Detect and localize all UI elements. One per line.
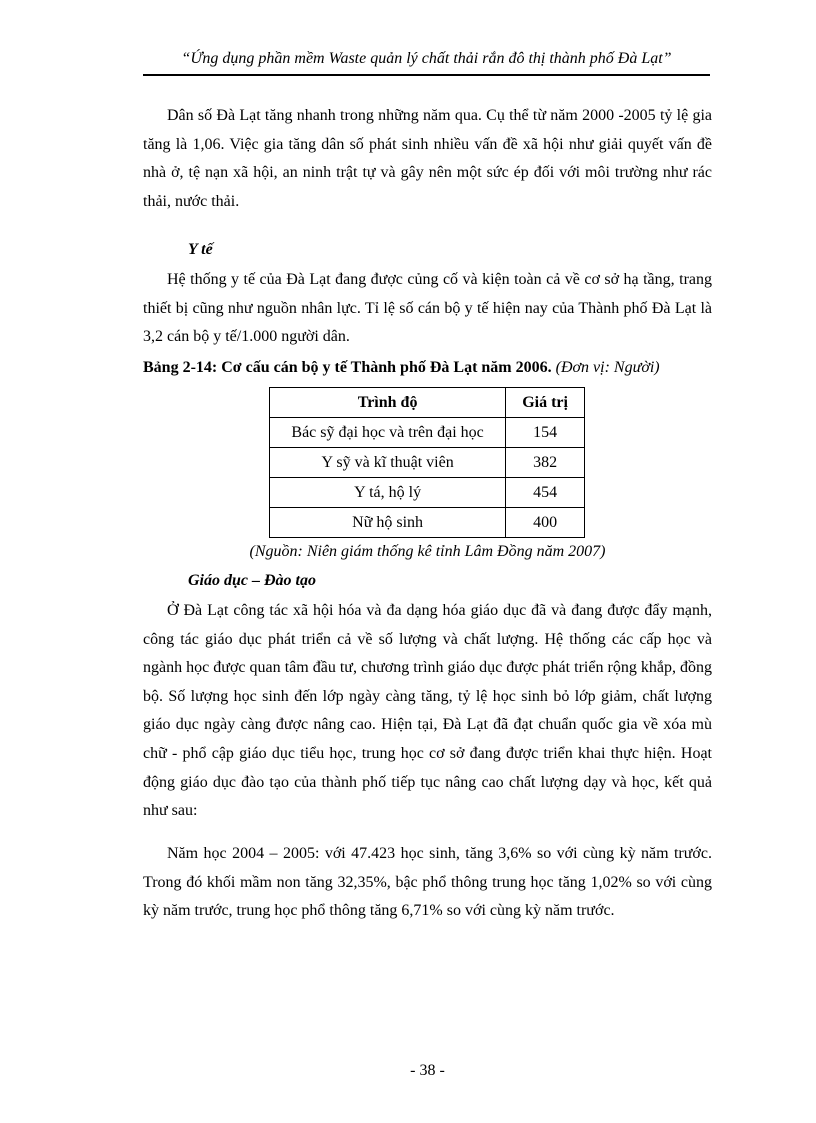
table-cell-level: Y tá, hộ lý xyxy=(270,478,506,508)
table-source: (Nguồn: Niên giám thống kê tỉnh Lâm Đồng năm 2007) xyxy=(249,543,606,560)
table-cell-value: 454 xyxy=(506,478,585,508)
table-cell-level: Nữ hộ sinh xyxy=(270,508,506,538)
column-header-value: Giá trị xyxy=(506,388,585,418)
health-staff-table xyxy=(269,387,585,538)
paragraph-population: Dân số Đà Lạt tăng nhanh trong những năm qua. Cụ thể từ năm 2000 -2005 tỷ lệ gia tăng là 1,06. Việc gia tăng dân số phát sinh nhiều vấn đề xã hội như giải quyết vấn đề nhà ở, tệ nạn xã hội, an ninh trật tự và gây nên một sức ép đối với môi trường như rác thải, nước thải. xyxy=(143,107,712,210)
heading-health: Y tế xyxy=(188,241,213,258)
running-header: “Ứng dụng phần mềm Waste quản lý chất thải rắn đô thị thành phố Đà Lạt” xyxy=(181,50,672,67)
table-header-row xyxy=(270,388,585,418)
page-number: - 38 - xyxy=(410,1062,445,1079)
table-cell-value: 154 xyxy=(506,418,585,448)
table-row xyxy=(270,448,585,478)
table-caption-unit: (Đơn vị: Người) xyxy=(555,359,660,376)
column-header-level: Trình độ xyxy=(270,388,506,418)
table-cell-level: Y sỹ và kĩ thuật viên xyxy=(270,448,506,478)
table-cell-value: 400 xyxy=(506,508,585,538)
header-rule xyxy=(143,74,710,76)
table-row xyxy=(270,478,585,508)
table-row xyxy=(270,508,585,538)
paragraph-education: Ở Đà Lạt công tác xã hội hóa và đa dạng hóa giáo dục đã và đang được đẩy mạnh, công tác giáo dục phát triển cả về số lượng và chất lượng. Hệ thống các cấp học và ngành học được quan tâm đầu tư, chương trình giáo dục được phát triển rộng khắp, đồng bộ. Số lượng học sinh đến lớp ngày càng tăng, tỷ lệ học sinh bỏ lớp giảm, chất lượng giáo dục ngày càng được nâng cao. Hiện tại, Đà Lạt đã đạt chuẩn quốc gia về xóa mù chữ - phổ cập giáo dục tiểu học, trung học cơ sở đang được triển khai thực hiện. Hoạt động giáo dục đào tạo của thành phố tiếp tục nâng cao chất lượng dạy và học, kết quả như sau: xyxy=(143,602,712,820)
heading-education: Giáo dục – Đào tạo xyxy=(188,572,316,589)
paragraph-health: Hệ thống y tế của Đà Lạt đang được củng cố và kiện toàn cả về cơ sở hạ tầng, trang thiết bị cũng như nguồn nhân lực. Tỉ lệ số cán bộ y tế hiện nay của Thành phố Đà Lạt là 3,2 cán bộ y tế/1.000 người dân. xyxy=(143,271,712,346)
table-cell-value: 382 xyxy=(506,448,585,478)
table-caption xyxy=(143,358,660,378)
paragraph-school-year: Năm học 2004 – 2005: với 47.423 học sinh, tăng 3,6% so với cùng kỳ năm trước. Trong đó khối mầm non tăng 32,35%, bậc phổ thông trung học tăng 1,02% so với cùng kỳ năm trước, trung học phổ thông tăng 6,71% so với cùng kỳ năm trước. xyxy=(143,845,712,920)
table-caption-title: Bảng 2-14: Cơ cấu cán bộ y tế Thành phố Đà Lạt năm 2006. xyxy=(143,359,552,376)
table-row xyxy=(270,418,585,448)
table-cell-level: Bác sỹ đại học và trên đại học xyxy=(270,418,506,448)
